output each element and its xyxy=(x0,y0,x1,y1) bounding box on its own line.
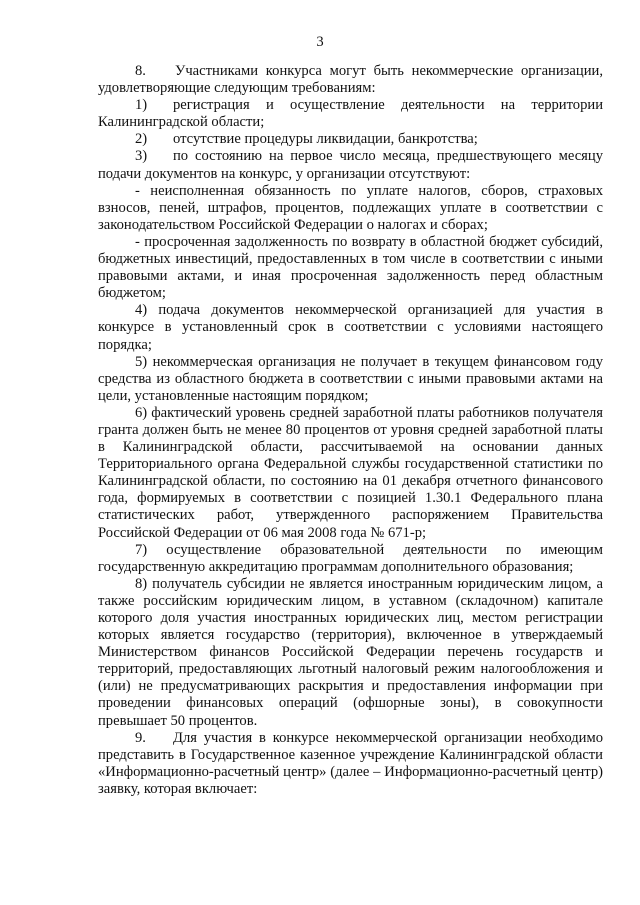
clause-9-text: Для участия в конкурсе некоммерческой организации необходимо представить в Государственное казенное учреждение Калининградской области «Информационно-расчетный центр» (далее – Информационно-расчетный центр) заявку, которая включает: xyxy=(98,729,603,797)
clause-8-7: 7) осуществление образовательной деятельности по имеющим государственную аккредитацию программам дополнительного образования; xyxy=(98,541,603,575)
clause-8-number: 8. xyxy=(135,63,146,79)
clause-8-text: Участниками конкурса могут быть некоммерческие организации, удовлетворяющие следующим требованиям: xyxy=(98,63,603,97)
document-body xyxy=(98,63,603,798)
clause-8-2-number: 2) xyxy=(135,131,148,148)
clause-8-2 xyxy=(98,131,603,148)
clause-8-3 xyxy=(98,148,603,182)
clause-9 xyxy=(98,730,603,798)
clause-8-8: 8) получатель субсидии не является иностранным юридическим лицом, а также российским юридическим лицом, в уставном (складочном) капитале которого доля участия иностранных юридических лиц, местом регистрации которых является государство (территория), включенное в утверждаемый Министерством финансов Российской Федерации перечень государств и территорий, предоставляющих льготный налоговый режим налогообложения и (или) не предусматривающих раскрытия и предоставления информации при проведении финансовых операций (офшорные зоны), в совокупности превышает 50 процентов. xyxy=(98,575,603,729)
clause-8-6: 6) фактический уровень средней заработной платы работников получателя гранта должен быть не менее 80 процентов от уровня средней заработной платы в Калининградской области, рассчитываемой на основании данных Территориального органа Федеральной службы государственной статистики по Калининградской области, по состоянию на 01 декабря отчетного финансового года, формируемых в соответствии с позицией 1.30.1 Федерального плана статистических работ, утвержденного распоряжением Правительства Российской Федерации от 06 мая 2008 года № 671-р; xyxy=(98,404,603,541)
clause-8-1-number: 1) xyxy=(135,97,148,114)
clause-8-4: 4) подача документов некоммерческой организацией для участия в конкурсе в установленный срок в соответствии с условиями настоящего порядка; xyxy=(98,302,603,353)
clause-8-3-text: по состоянию на первое число месяца, предшествующего месяцу подачи документов на конкурс, у организации отсутствуют: xyxy=(98,148,603,182)
clause-8-3-number: 3) xyxy=(135,148,148,165)
clause-8-1-text: регистрация и осуществление деятельности на территории Калининградской области; xyxy=(98,97,603,131)
clause-9-number: 9. xyxy=(135,729,146,746)
clause-8-3-item-b: - просроченная задолженность по возврату в областной бюджет субсидий, бюджетных инвестиций, предоставленных в том числе в соответствии с иными правовыми актами, и иная просроченная задолженность перед областным бюджетом; xyxy=(98,233,603,302)
clause-8-1 xyxy=(98,97,603,131)
clause-8-2-text: отсутствие процедуры ликвидации, банкротства; xyxy=(173,131,478,148)
page-number: 3 xyxy=(316,34,324,50)
clause-8 xyxy=(98,63,603,97)
clause-8-3-item-a: - неисполненная обязанность по уплате налогов, сборов, страховых взносов, пеней, штрафов, процентов, подлежащих уплате в соответствии с законодательством Российской Федерации о налогах и сборах; xyxy=(98,182,603,233)
clause-8-5: 5) некоммерческая организация не получает в текущем финансовом году средства из областного бюджета в соответствии с иными правовыми актами на цели, установленные настоящим порядком; xyxy=(98,353,603,404)
